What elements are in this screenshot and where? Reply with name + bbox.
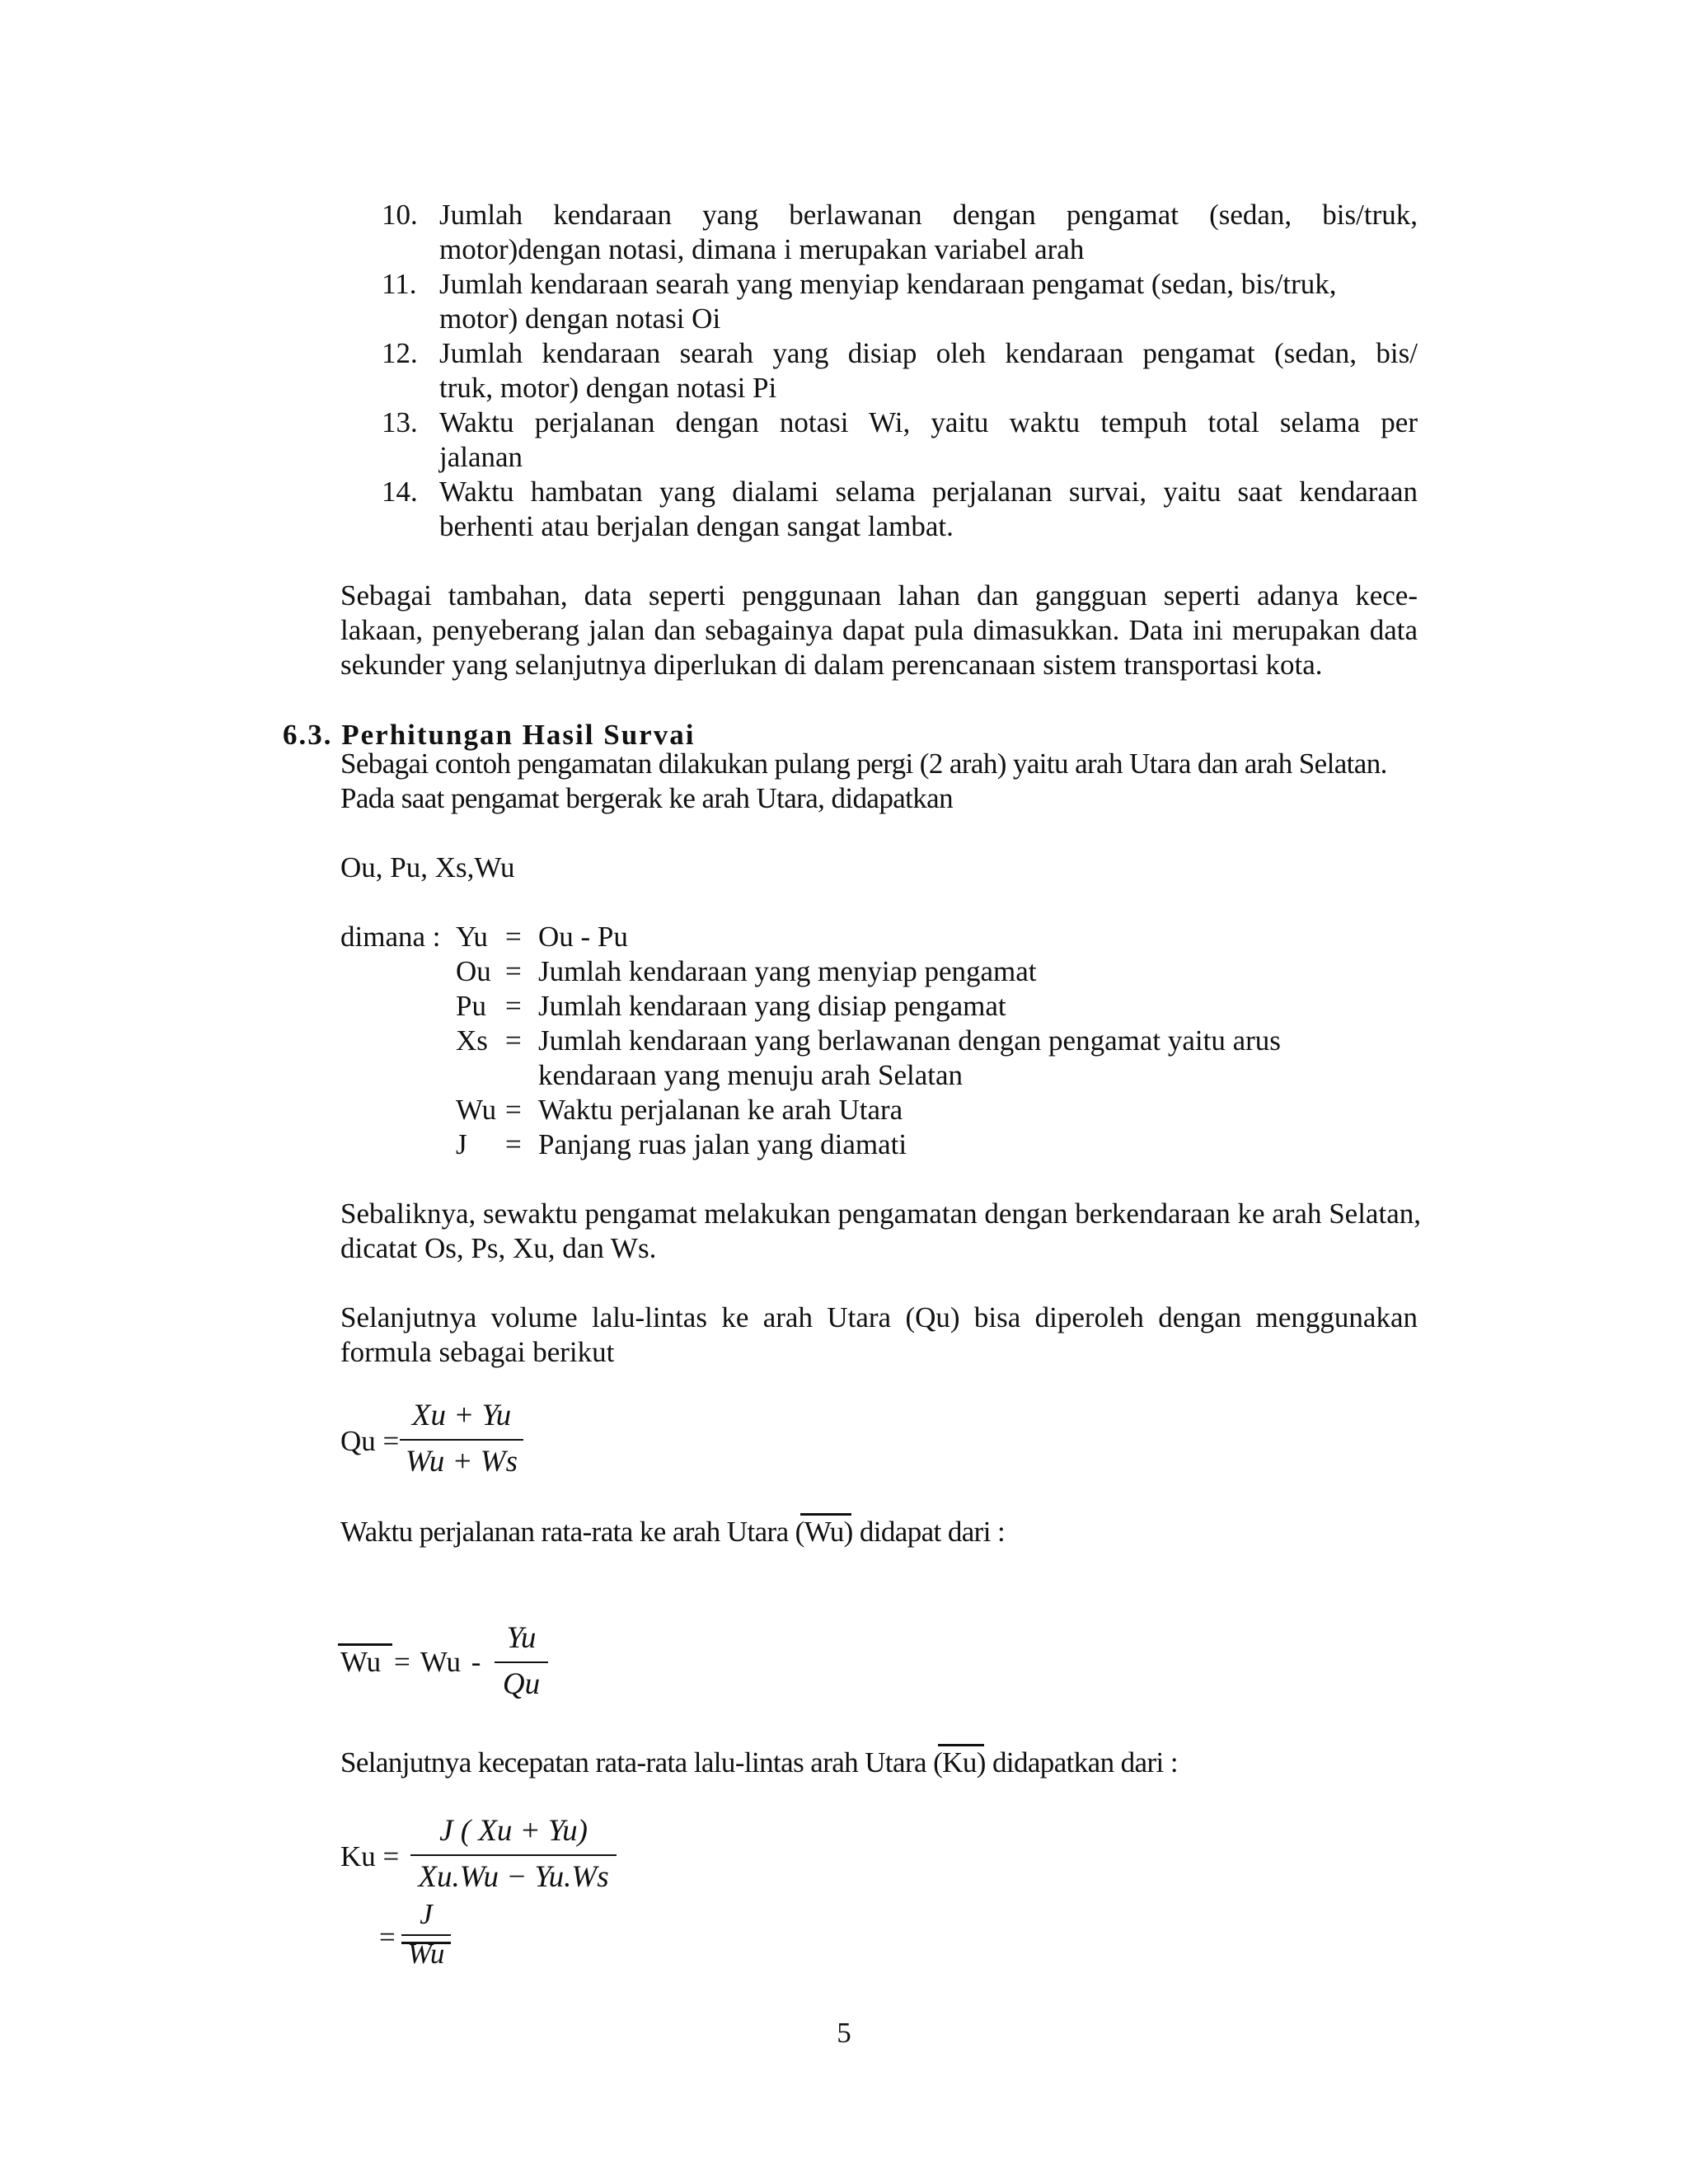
paragraph-line: dicatat Os, Ps, Xu, dan Ws. — [340, 1232, 657, 1264]
paragraph-line: Sebaliknya, sewaktu pengamat melakukan pengamatan dengan berkendaraan ke arah Selatan, — [340, 1197, 1421, 1230]
def-text: Jumlah kendaraan yang disiap pengamat — [538, 990, 1006, 1022]
def-symbol: Wu — [456, 1094, 497, 1126]
paragraph-line: Pada saat pengamat bergerak ke arah Utara, didapatkan — [340, 782, 954, 814]
list-number: 14. — [382, 476, 418, 508]
paragraph-line: lakaan, penyeberang jalan dan sebagainya dapat pula dimasukkan. Data ini merupakan data — [340, 614, 1418, 646]
list-item-line: truk, motor) dengan notasi Pi — [439, 372, 777, 404]
fraction-bar — [401, 1934, 451, 1936]
formula-mid: = Wu - — [394, 1646, 481, 1678]
list-item-line: motor) dengan notasi Oi — [439, 302, 721, 335]
formula-intro-wu — [340, 1515, 1005, 1549]
fraction-numerator: J ( Xu + Yu) — [439, 1814, 588, 1848]
fraction-denominator: Xu.Wu − Yu.Ws — [418, 1860, 609, 1894]
def-text: Waktu perjalanan ke arah Utara — [538, 1094, 903, 1126]
overlined-symbol — [933, 1746, 986, 1780]
def-equals: = — [505, 921, 522, 953]
fraction-numerator: Xu + Yu — [411, 1399, 512, 1432]
paragraph-line: formula sebagai berikut — [340, 1336, 615, 1368]
fraction-bar — [400, 1439, 523, 1441]
section-heading: 6.3. Perhitungan Hasil Survai — [283, 719, 696, 751]
page-number: 5 — [837, 2017, 851, 2049]
paragraph-line: Sebagai tambahan, data seperti penggunaan lahan dan gangguan seperti adanya kece- — [340, 579, 1418, 612]
def-text: Jumlah kendaraan yang menyiap pengamat — [538, 955, 1037, 987]
def-text: Jumlah kendaraan yang berlawanan dengan pengamat yaitu arus — [538, 1024, 1281, 1057]
formula-lhs: Ku = — [340, 1840, 400, 1872]
list-number: 13. — [382, 406, 418, 438]
formula-intro-ku — [340, 1746, 1178, 1780]
fraction-denominator: Wu — [407, 1938, 445, 1970]
def-equals: = — [505, 1094, 522, 1126]
def-symbol: J — [456, 1128, 467, 1160]
overline — [401, 1942, 451, 1944]
paragraph-line: Selanjutnya volume lalu-lintas ke arah Utara (Qu) bisa diperoleh dengan menggunakan — [340, 1301, 1418, 1333]
list-number: 11. — [382, 268, 417, 300]
paragraph-line: sekunder yang selanjutnya diperlukan di dalam perencanaan sistem transportasi kota. — [340, 649, 1323, 681]
def-equals: = — [505, 955, 522, 987]
fraction — [400, 1398, 523, 1480]
fraction-numerator: J — [420, 1898, 433, 1930]
list-item-line: Waktu perjalanan dengan notasi Wi, yaitu waktu tempuh total selama per — [439, 406, 1418, 438]
symbol-text: (Ku) — [933, 1746, 986, 1779]
def-equals: = — [505, 1024, 522, 1057]
fraction-numerator: Yu — [506, 1621, 537, 1655]
sentence-part: Selanjutnya kecepatan rata-rata lalu-lintas arah Utara — [340, 1746, 934, 1779]
where-label: dimana : — [340, 921, 441, 953]
fraction — [495, 1620, 548, 1703]
fraction — [410, 1813, 617, 1896]
def-equals: = — [505, 1128, 522, 1160]
def-symbol: Xs — [456, 1024, 488, 1057]
list-item-line: Jumlah kendaraan searah yang menyiap kendaraan pengamat (sedan, bis/truk, — [439, 268, 1337, 300]
def-text: kendaraan yang menuju arah Selatan — [538, 1059, 964, 1091]
paragraph-line: Sebagai contoh pengamatan dilakukan pulang pergi (2 arah) yaitu arah Utara dan arah Selatan. — [340, 748, 1387, 780]
fraction-denominator: Qu — [502, 1667, 541, 1701]
list-number: 12. — [382, 337, 418, 369]
formula-lhs: Qu = — [340, 1425, 400, 1457]
formula-lhs: = — [379, 1921, 396, 1953]
def-text: Panjang ruas jalan yang diamati — [538, 1128, 907, 1160]
fraction-denominator: Wu + Ws — [406, 1445, 518, 1479]
sentence-part: didapatkan dari : — [985, 1746, 1178, 1779]
symbol-text: (Wu) — [795, 1516, 853, 1548]
list-item-line: Waktu hambatan yang dialami selama perjalanan survai, yaitu saat kendaraan — [439, 476, 1418, 508]
overlined-symbol — [795, 1515, 853, 1549]
fraction — [401, 1899, 451, 1970]
def-symbol: Yu — [456, 921, 488, 953]
def-symbol: Ou — [456, 955, 491, 987]
def-text: Ou - Pu — [538, 921, 628, 953]
formula-lhs: Wu — [340, 1646, 382, 1678]
variables-line: Ou, Pu, Xs,Wu — [340, 851, 515, 883]
sentence-part: didapat dari : — [852, 1516, 1006, 1548]
fraction-bar — [495, 1661, 548, 1663]
sentence-part: Waktu perjalanan rata-rata ke arah Utara — [340, 1516, 795, 1548]
list-item-line: Jumlah kendaraan yang berlawanan dengan pengamat (sedan, bis/truk, — [439, 199, 1418, 231]
overline — [800, 1513, 851, 1516]
list-number: 10. — [382, 199, 418, 231]
list-item-line: Jumlah kendaraan searah yang disiap oleh kendaraan pengamat (sedan, bis/ — [439, 337, 1418, 369]
fraction-bar — [410, 1854, 617, 1856]
def-equals: = — [505, 990, 522, 1022]
list-item-line: berhenti atau berjalan dengan sangat lambat. — [439, 510, 954, 542]
overline — [938, 1744, 984, 1746]
def-symbol: Pu — [456, 990, 486, 1022]
list-item-line: motor)dengan notasi, dimana i merupakan variabel arah — [439, 233, 1085, 265]
list-item-line: jalanan — [439, 441, 523, 473]
